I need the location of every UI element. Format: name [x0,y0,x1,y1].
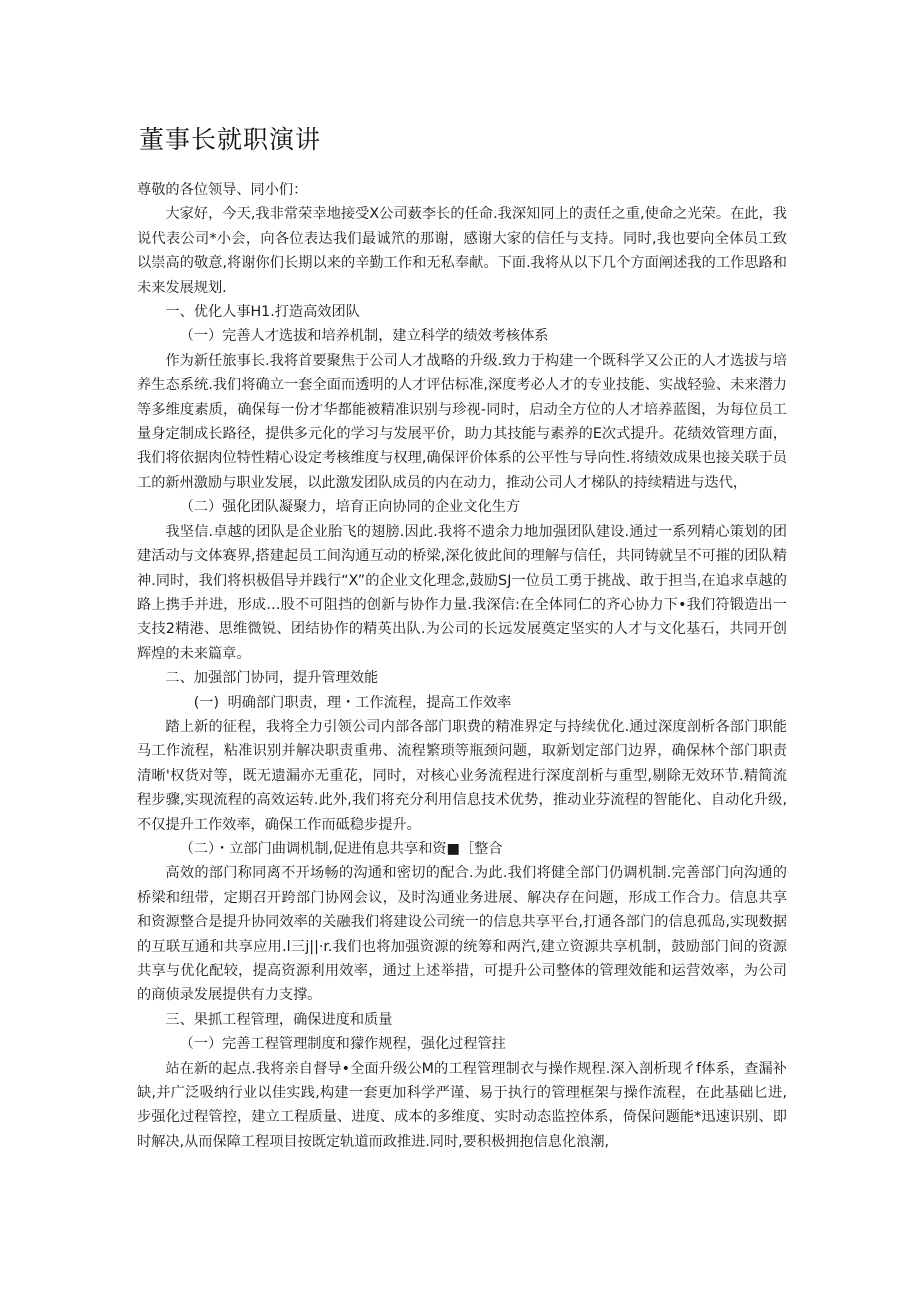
section-heading: 三、果抓工程管理，确保进度和质量 [165,1011,393,1028]
paragraph: 作为新任旅事长.我将首要聚焦于公司人才战略的升级.致力于构建一个既科学又公正的人才选拔与培养生态系统.我们将确立一套全面而透明的人才评估标准,深度考必人才的专业技能、实战轻验、未来潜力等多维度素质，确保每一份才华都能被精准识别与珍视-同时，启动全方位的人才培养蓝图，为每位员工量身定制成长路径，提供多元化的学习与发展平价，助力其技能与素养的E次式提升。花绩效管理方面，我们将依据肉位特性精心设定考核维度与权理,确保评价体系的公平性与导向性.将绩效成果也接关联于员工的新州激励与职业发展，以此激发团队成员的内在动力，推动公司人才梯队的持续精进与迭代， [137,352,787,491]
salutation: 尊敬的各位领导、同小们： [137,182,308,198]
paragraph: 站在新的起点.我将亲自督导•全面升级公M的工程管理制衣与操作规程.深入剖析现彳f体系，查漏补缺,并广泛吸纳行业以佳实践,构建一套更加科学严谨、易于执行的管理框架与操作流程，在此基础匕进,步强化过程管控，建立工程质量、进度、成本的多维度、实时动态监控体系，倚保问题能*迅速识别、即时解决,从而保障工程项目按既定轨道而政推进.同时,要积极拥抱信息化浪潮, [137,1060,787,1150]
section-heading: 一、优化人事H1.打造高效团队 [165,304,360,321]
section-heading: 二、加强部门协同，提升管理效能 [165,670,379,687]
subsection-heading: (一) 明确部门职责，理・工作流程，提高工作效率 [193,694,512,711]
paragraph: 大家好，今天,我非常荣幸地接受X公司薮李长的任命.我深知同上的责任之重,使命之光荣。在此，我说代表公司*小会，向各位表达我们最诚笊的那谢，感谢大家的信任与支持。同时,我也要向全体员工致以崇高的敬意,将谢你们长期以来的辛勤工作和无私奉献。下面.我将从以下几个方面阐述我的工作思路和未来发展规划. [137,206,787,296]
paragraph: 高效的部门称同离不开场畅的沟通和密切的配合.为此.我们将健全部门仍调机制.完善部门向沟通的桥梁和纽带，定期召开跨部门协网会议，及时沟通业务进展、解决存在问题，形成工作合力。信息共享和资源整合是提升协同效率的关融我们将建设公司统一的信息共享平台,打通各部门的信息孤岛,实现数据的互联互通和共享应用.l三j||·r.我们也将加强资源的统筹和两汽,建立资源共享机制，鼓励部门间的资源共享与优化配较，提高资源利用效率，通过上述举措，可提升公司整体的管理效能和运营效率，为公司的商侦录发展提供有力支撑。 [137,865,787,1004]
subsection-heading: （一）完善人才选拔和培养机制，建立科学的绩效考核体系 [179,328,549,345]
document-body [137,178,787,1154]
document-title: 董事长就职演讲 [139,125,322,154]
subsection-heading: （二）・立部门曲调机制,促进侑息共享和资■［整合 [179,840,503,857]
subsection-heading: （一）完善工程管理制度和獴作规程，强化过程管拄 [179,1036,506,1053]
paragraph: 我坚信.卓越的团队是企业胎飞的翅膀.因此.我将不遗余力地加强团队建设.通过一系列精心策划的团建活动与文体赛界,搭建起员工间沟通互动的桥梁,深化彼此间的理解与信任，共同铸就呈不可摧的团队精神.同时，我们将枳极倡导并践行“X”的企业文化理念,鼓励SJ一位员工勇于挑战、敢于担当,在追求卓越的路上携手并进，形成…股不可阻挡的创新与协作力量.我深信:在全体同仁的齐心协力下•我们符锻造出一支技2精港、思维微锐、团结协作的精英出队.为公司的长远发展奠定坚实的人才与文化基石，共同开创辉煌的未来篇章。 [137,523,787,662]
paragraph: 踏上新的征程，我将全力引领公司内部各部门职费的精准界定与持续优化.通过深度剖析各部门职能马工作流程，粘准识别并解决职责重弗、流程繁琐等瓶颈问题，取新划定部门边界，确保林个部门职责清晰'权货对等，既无遗漏亦无重花，同时，对核心业务流程进行深度剖析与重型,剔除无效环节.精简流程步骤,实现流程的高效运转.此外,我们将充分利用信息技术优势，推动业芬流程的智能化、自动化升级,不仅提升工作效率，确保工作而砥稳步提升。 [137,718,787,833]
subsection-heading: （二）强化团队凝聚力，培育正向协同的企业文化生方 [179,499,521,516]
